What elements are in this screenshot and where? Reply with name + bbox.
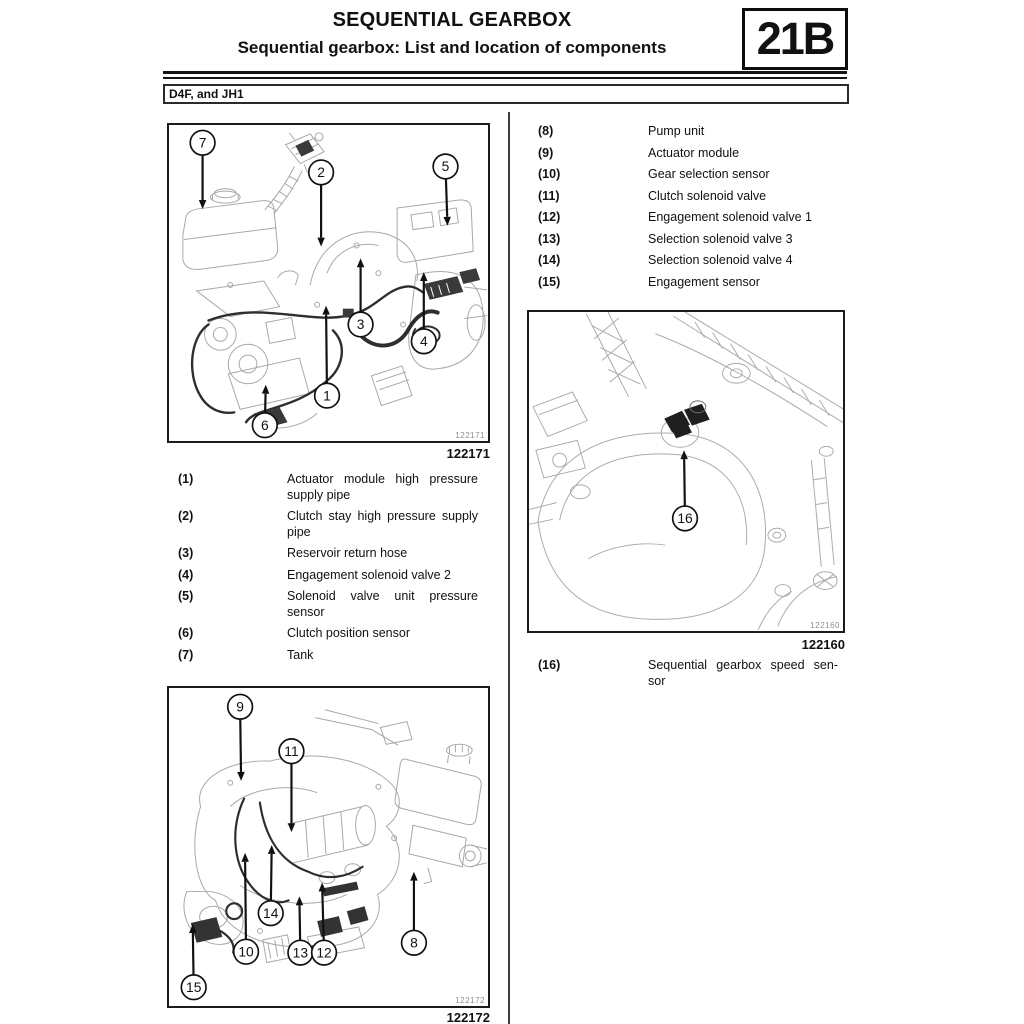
callout-13 bbox=[288, 896, 313, 965]
component-number: (13) bbox=[538, 231, 561, 246]
section-code-box: 21B bbox=[742, 8, 848, 70]
component-row bbox=[178, 546, 480, 562]
callout-3 bbox=[348, 258, 373, 337]
callout-7 bbox=[190, 130, 215, 209]
svg-text:10: 10 bbox=[238, 943, 254, 960]
component-number: (8) bbox=[538, 124, 554, 138]
callouts-speed-sensor bbox=[529, 312, 843, 631]
component-description: Sequential gearbox speed sen- sor bbox=[648, 658, 838, 688]
component-description: Solenoid valve unit pressure sensor bbox=[287, 589, 478, 619]
component-description: Pump unit bbox=[648, 124, 705, 138]
svg-text:8: 8 bbox=[410, 934, 418, 951]
component-number: (3) bbox=[178, 546, 194, 560]
component-number: (2) bbox=[178, 509, 194, 523]
component-description: Clutch position sensor bbox=[287, 626, 410, 640]
figure-watermark: 122172 bbox=[455, 996, 485, 1005]
component-row bbox=[178, 589, 480, 620]
component-description: Actuator module high pressure supply pipe bbox=[287, 472, 478, 502]
component-row bbox=[538, 210, 840, 226]
component-row bbox=[178, 626, 480, 642]
component-description: Engagement sensor bbox=[648, 274, 760, 289]
component-row bbox=[538, 253, 840, 269]
component-number: (4) bbox=[178, 567, 194, 582]
component-row bbox=[178, 648, 480, 664]
component-number: (7) bbox=[178, 647, 194, 662]
svg-text:1: 1 bbox=[323, 387, 331, 404]
component-description: Engagement solenoid valve 2 bbox=[287, 567, 452, 582]
component-row bbox=[538, 658, 840, 689]
component-list-1-7 bbox=[178, 472, 480, 669]
component-description: Actuator module bbox=[648, 145, 740, 160]
svg-text:4: 4 bbox=[419, 333, 428, 350]
component-row bbox=[538, 232, 840, 248]
component-list-8-15 bbox=[538, 124, 840, 296]
figure-watermark: 122171 bbox=[455, 431, 485, 440]
component-number: (10) bbox=[538, 167, 561, 181]
component-row bbox=[538, 124, 840, 140]
svg-text:15: 15 bbox=[186, 978, 202, 995]
component-number: (11) bbox=[538, 188, 560, 203]
figure-watermark: 122160 bbox=[810, 621, 840, 630]
svg-text:16: 16 bbox=[677, 510, 693, 527]
figure-actuator-unit bbox=[167, 686, 490, 1008]
header bbox=[164, 6, 740, 60]
callout-16 bbox=[673, 450, 698, 530]
component-number: (15) bbox=[538, 274, 561, 289]
page-subtitle: Sequential gearbox: List and location of components bbox=[237, 38, 667, 57]
svg-text:14: 14 bbox=[263, 904, 279, 921]
callout-10 bbox=[234, 853, 259, 964]
component-description: Reservoir return hose bbox=[287, 546, 408, 560]
callout-2 bbox=[309, 160, 334, 246]
svg-text:9: 9 bbox=[236, 698, 244, 715]
component-row bbox=[538, 189, 840, 205]
component-description: Clutch solenoid valve bbox=[648, 188, 767, 203]
component-number: (12) bbox=[538, 210, 561, 224]
callout-15 bbox=[181, 924, 206, 1000]
component-number: (9) bbox=[538, 145, 554, 160]
component-number: (16) bbox=[538, 658, 561, 672]
svg-text:6: 6 bbox=[260, 416, 269, 433]
figure-number: 122171 bbox=[446, 446, 490, 461]
component-row bbox=[538, 275, 840, 291]
component-number: (6) bbox=[178, 626, 194, 640]
callout-12 bbox=[312, 883, 337, 965]
svg-text:11: 11 bbox=[284, 742, 299, 759]
model-code-box: D4F, and JH1 bbox=[163, 84, 849, 104]
component-row bbox=[538, 146, 840, 162]
component-description: Tank bbox=[287, 647, 314, 662]
callouts-actuator-unit bbox=[169, 688, 488, 1006]
callout-5 bbox=[433, 154, 458, 226]
component-description: Gear selection sensor bbox=[648, 167, 770, 181]
figure-speed-sensor bbox=[527, 310, 845, 633]
figure-hydraulic-pipes bbox=[167, 123, 490, 443]
callout-8 bbox=[402, 872, 427, 955]
svg-text:3: 3 bbox=[356, 316, 365, 333]
component-list-16 bbox=[538, 658, 840, 695]
component-description: Engagement solenoid valve 1 bbox=[648, 210, 813, 224]
component-number: (14) bbox=[538, 253, 561, 267]
component-number: (5) bbox=[178, 589, 194, 603]
column-divider bbox=[508, 112, 510, 1024]
figure-number: 122160 bbox=[801, 637, 845, 652]
callout-9 bbox=[228, 694, 253, 780]
callouts-hydraulic-pipes bbox=[169, 125, 488, 441]
svg-text:7: 7 bbox=[198, 134, 207, 151]
svg-text:5: 5 bbox=[441, 158, 450, 175]
component-row bbox=[538, 167, 840, 183]
svg-text:2: 2 bbox=[317, 164, 325, 181]
figure-number: 122172 bbox=[446, 1010, 490, 1024]
callout-6 bbox=[252, 385, 277, 438]
callout-14 bbox=[258, 845, 283, 925]
component-row bbox=[178, 472, 480, 503]
callout-4 bbox=[411, 272, 436, 353]
page-title: SEQUENTIAL GEARBOX bbox=[332, 9, 572, 31]
callout-11 bbox=[279, 739, 304, 832]
header-rule bbox=[163, 71, 847, 79]
callout-1 bbox=[315, 306, 340, 408]
svg-text:13: 13 bbox=[292, 944, 309, 961]
component-number: (1) bbox=[178, 472, 194, 486]
component-description: Selection solenoid valve 3 bbox=[648, 231, 793, 246]
svg-text:12: 12 bbox=[316, 944, 332, 961]
component-description: Selection solenoid valve 4 bbox=[648, 253, 793, 267]
component-description: Clutch stay high pressure supply pipe bbox=[287, 509, 478, 539]
component-row bbox=[178, 509, 480, 540]
component-row bbox=[178, 568, 480, 584]
